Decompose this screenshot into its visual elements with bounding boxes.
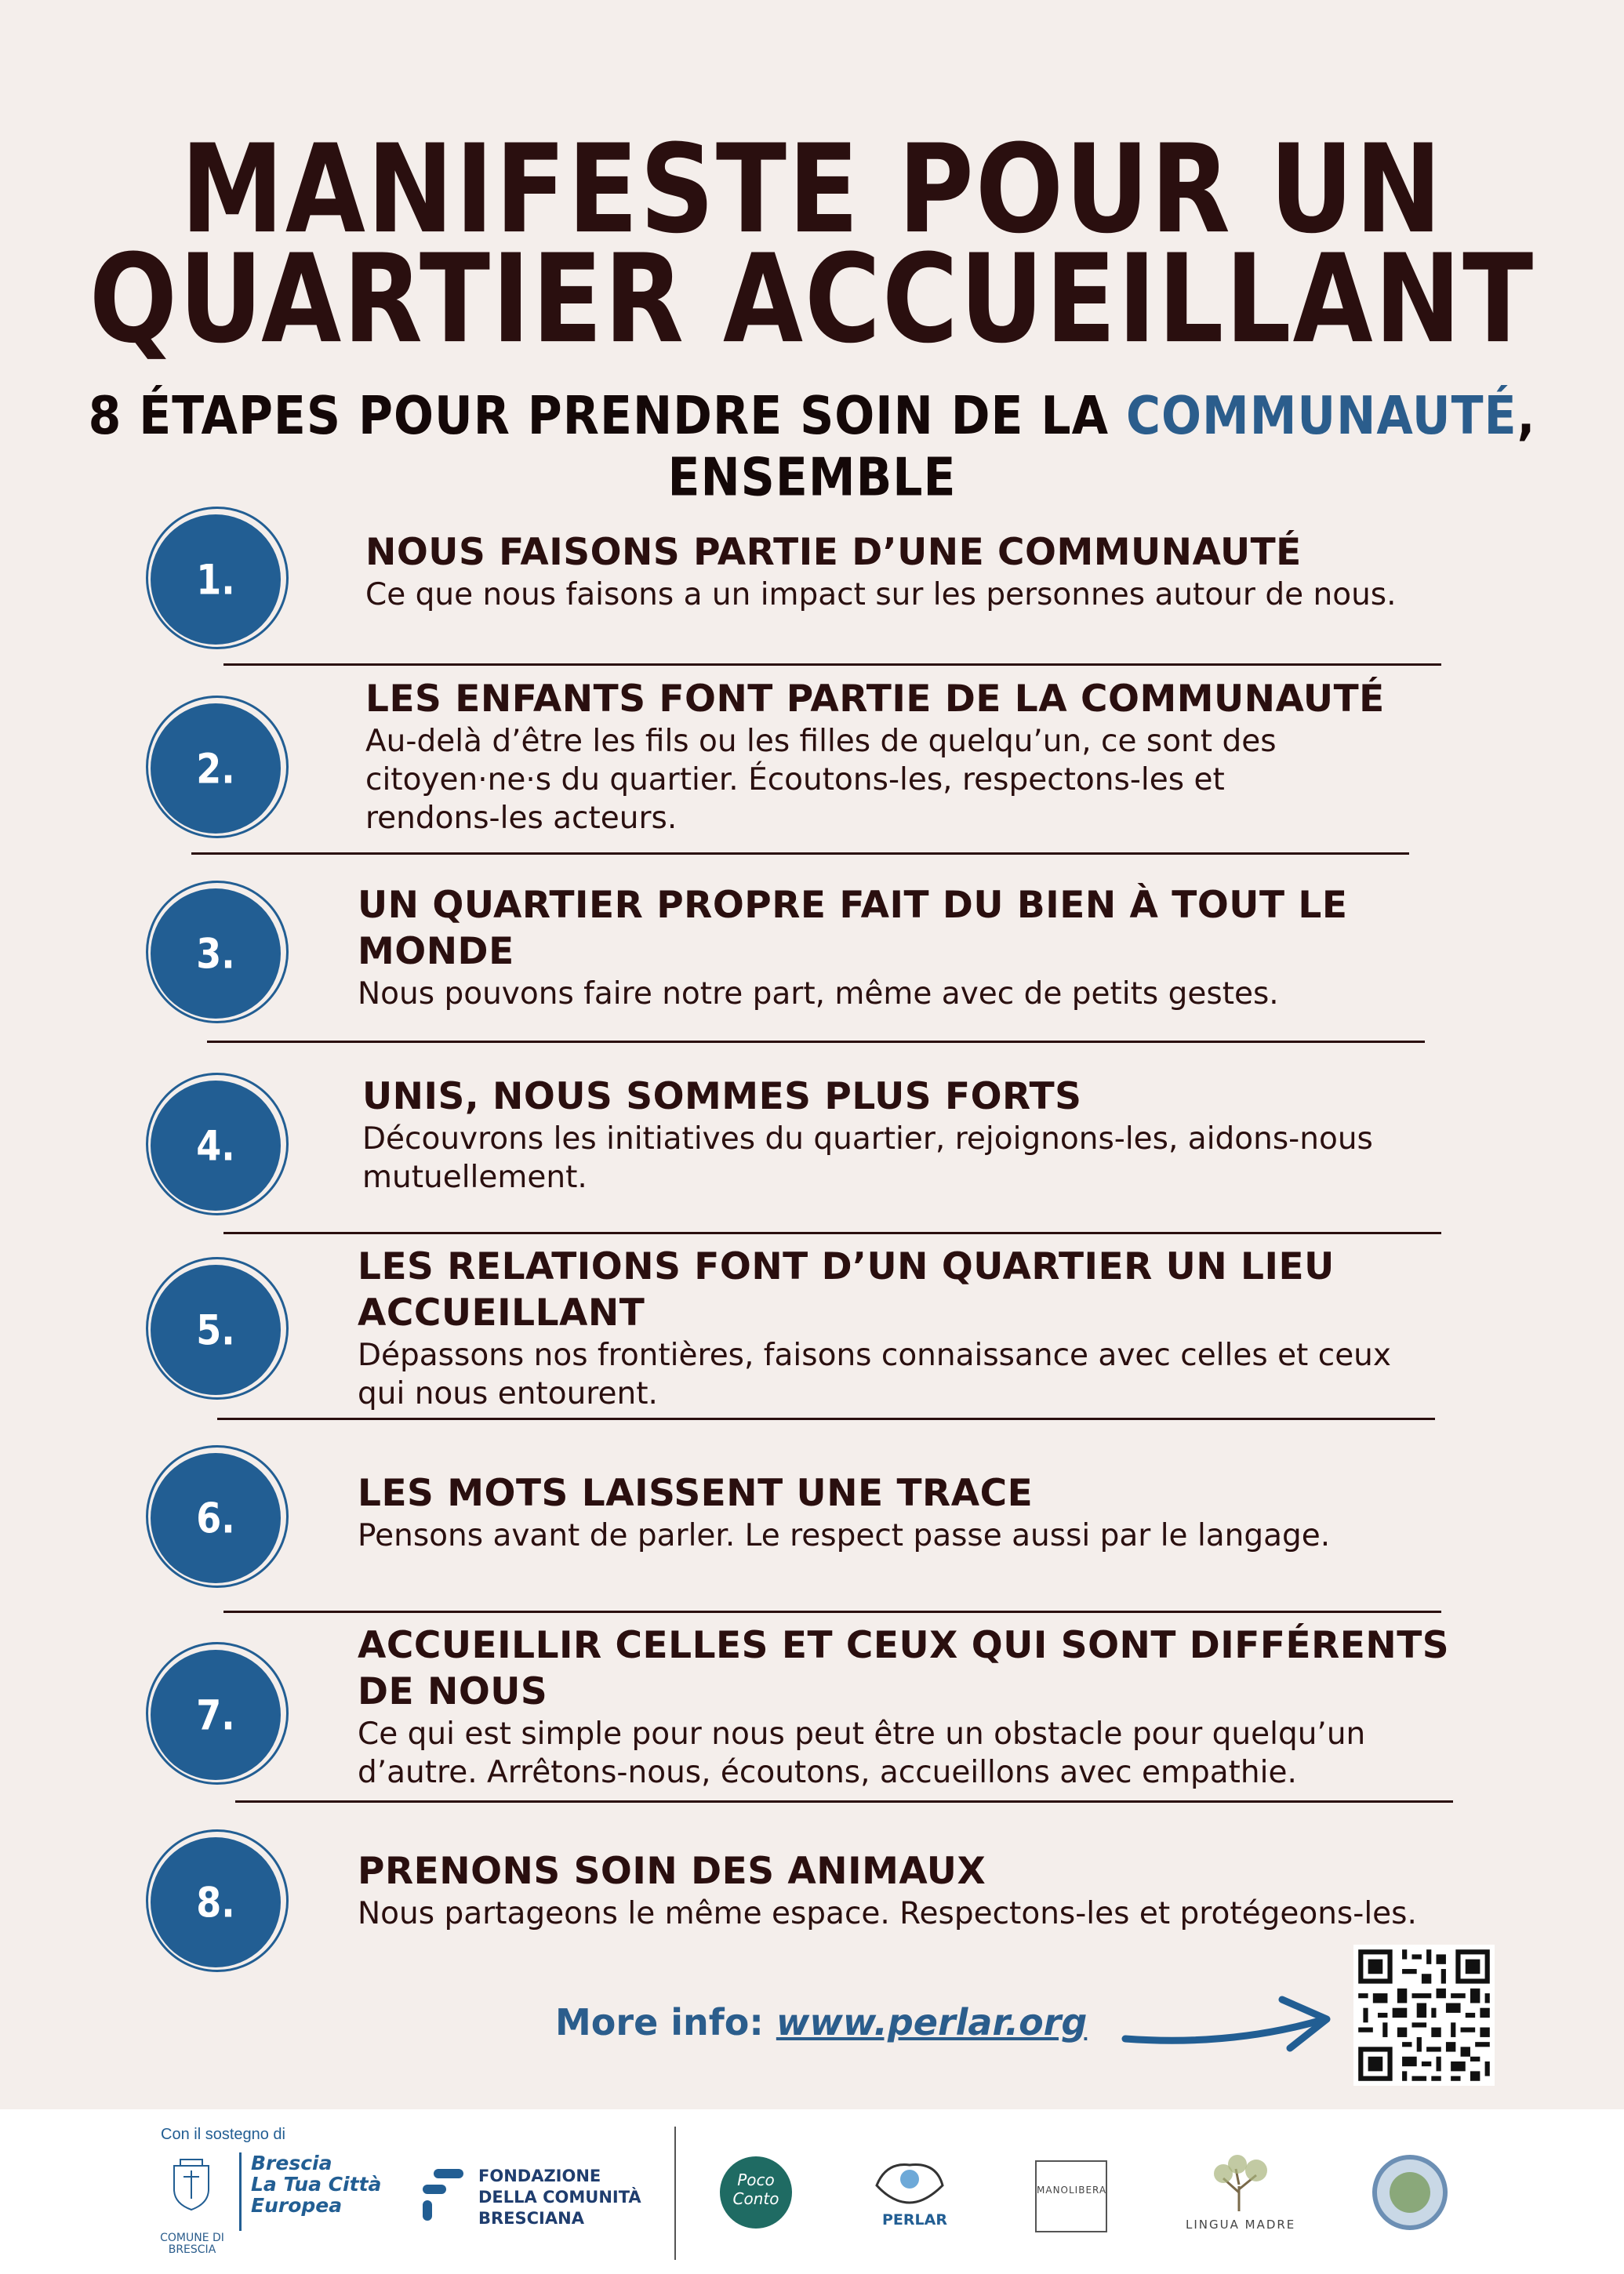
lingua-madre-tree-icon	[1192, 2155, 1286, 2214]
step-title: UNIS, NOUS SOMMES PLUS FORTS	[362, 1075, 1082, 1118]
divider	[223, 663, 1441, 666]
step-title: NOUS FAISONS PARTIE D’UNE COMMUNAUTÉ	[365, 531, 1302, 574]
step-text: Pensons avant de parler. Le respect passe aussi par le langage.	[358, 1518, 1331, 1553]
step-text: Nous pouvons faire notre part, même avec de petits gestes.	[358, 976, 1279, 1012]
step-text: citoyen·ne·s du quartier. Écoutons-les, respectons-les et	[365, 762, 1225, 797]
step-title: UN QUARTIER PROPRE FAIT DU BIEN À TOUT LE	[358, 884, 1348, 927]
divider	[217, 1418, 1435, 1420]
subtitle-text: 8 ÉTAPES POUR PRENDRE SOIN DE LA	[88, 385, 1126, 447]
logo-divider	[239, 2152, 242, 2231]
divider	[223, 1232, 1441, 1234]
step-text: Découvrons les initiatives du quartier, rejoignons-les, aidons-nous	[362, 1121, 1373, 1157]
step-badge	[151, 1081, 281, 1211]
step-title: PRENONS SOIN DES ANIMAUX	[358, 1850, 986, 1893]
community-circle-inner	[1390, 2172, 1430, 2213]
step-number: 3.	[196, 928, 235, 979]
step-badge	[151, 1837, 281, 1967]
page-subtitle	[0, 386, 1624, 509]
manolibera-logo-text: MANOLIBERA	[1037, 2185, 1107, 2196]
step-text: Au-delà d’être les fils ou les filles de quelqu’un, ce sont des	[365, 724, 1277, 759]
step-badge	[151, 514, 281, 645]
step-text: mutuellement.	[362, 1160, 587, 1195]
step-title: DE NOUS	[358, 1670, 548, 1713]
more-info-label: More info:	[555, 2001, 776, 2043]
step-number: 2.	[196, 743, 235, 794]
step-text: Ce qui est simple pour nous peut être un obstacle pour quelqu’un	[358, 1716, 1366, 1752]
support-label: Con il sostegno di	[161, 2126, 285, 2143]
qr-code-icon[interactable]	[1353, 1945, 1495, 2086]
step-number: 6.	[196, 1493, 235, 1543]
step-text: d’autre. Arrêtons-nous, écoutons, accueillons avec empathie.	[358, 1755, 1297, 1790]
comune-label: COMUNE DI BRESCIA	[160, 2232, 224, 2256]
subtitle-end: , ENSEMBLE	[667, 385, 1536, 509]
step-text: Ce que nous faisons a un impact sur les personnes autour de nous.	[365, 577, 1397, 612]
poco-conto-text: Poco Conto	[732, 2170, 779, 2208]
step-text: Dépassons nos frontières, faisons connaissance avec celles et ceux	[358, 1338, 1391, 1373]
page-title-line2: QUARTIER ACCUEILLANT	[89, 228, 1535, 371]
step-badge	[151, 703, 281, 834]
subtitle-highlight: COMMUNAUTÉ	[1125, 385, 1517, 447]
step-number: 4.	[196, 1121, 235, 1171]
step-badge	[151, 1265, 281, 1395]
step-title: ACCUEILLANT	[358, 1291, 645, 1335]
step-text: Nous partageons le même espace. Respectons-les et protégeons-les.	[358, 1896, 1417, 1931]
perlar-logo-text: PERLAR	[882, 2211, 947, 2229]
footer-separator	[674, 2127, 676, 2260]
step-title: LES MOTS LAISSENT UNE TRACE	[358, 1472, 1034, 1515]
step-badge	[151, 1650, 281, 1780]
fondazione-logo-text: FONDAZIONE DELLA COMUNITÀ BRESCIANA	[478, 2167, 641, 2228]
step-badge	[151, 1453, 281, 1583]
step-text: qui nous entourent.	[358, 1376, 658, 1411]
divider	[223, 1611, 1441, 1613]
fondazione-logo-icon	[420, 2167, 467, 2224]
divider	[191, 852, 1409, 855]
arrow-right-icon	[1121, 1984, 1341, 2054]
page-title-line1: MANIFESTE POUR UN	[180, 118, 1444, 261]
step-title: ACCUEILLIR CELLES ET CEUX QUI SONT DIFFÉRENTS	[358, 1624, 1450, 1667]
step-number: 8.	[196, 1877, 235, 1927]
step-title: LES RELATIONS FONT D’UN QUARTIER UN LIEU	[358, 1245, 1335, 1288]
manolibera-logo	[1035, 2160, 1107, 2232]
comune-brescia-crest-icon	[166, 2155, 216, 2230]
step-number: 5.	[196, 1305, 235, 1355]
divider	[207, 1041, 1425, 1043]
lingua-madre-logo-text: LINGUA MADRE	[1186, 2218, 1296, 2232]
step-title: LES ENFANTS FONT PARTIE DE LA COMMUNAUTÉ	[365, 677, 1385, 721]
step-text: rendons-les acteurs.	[365, 801, 678, 836]
brescia-europea-logo: Brescia La Tua Città Europea	[251, 2152, 382, 2217]
step-number: 1.	[196, 554, 235, 605]
more-info-link[interactable]: www.perlar.org	[776, 2001, 1088, 2043]
divider	[235, 1800, 1453, 1803]
more-info	[555, 2001, 1087, 2043]
perlar-shell-icon	[870, 2159, 949, 2207]
step-badge	[151, 888, 281, 1019]
community-circle-logo	[1372, 2155, 1448, 2230]
step-title: MONDE	[358, 930, 514, 973]
step-number: 7.	[196, 1690, 235, 1740]
